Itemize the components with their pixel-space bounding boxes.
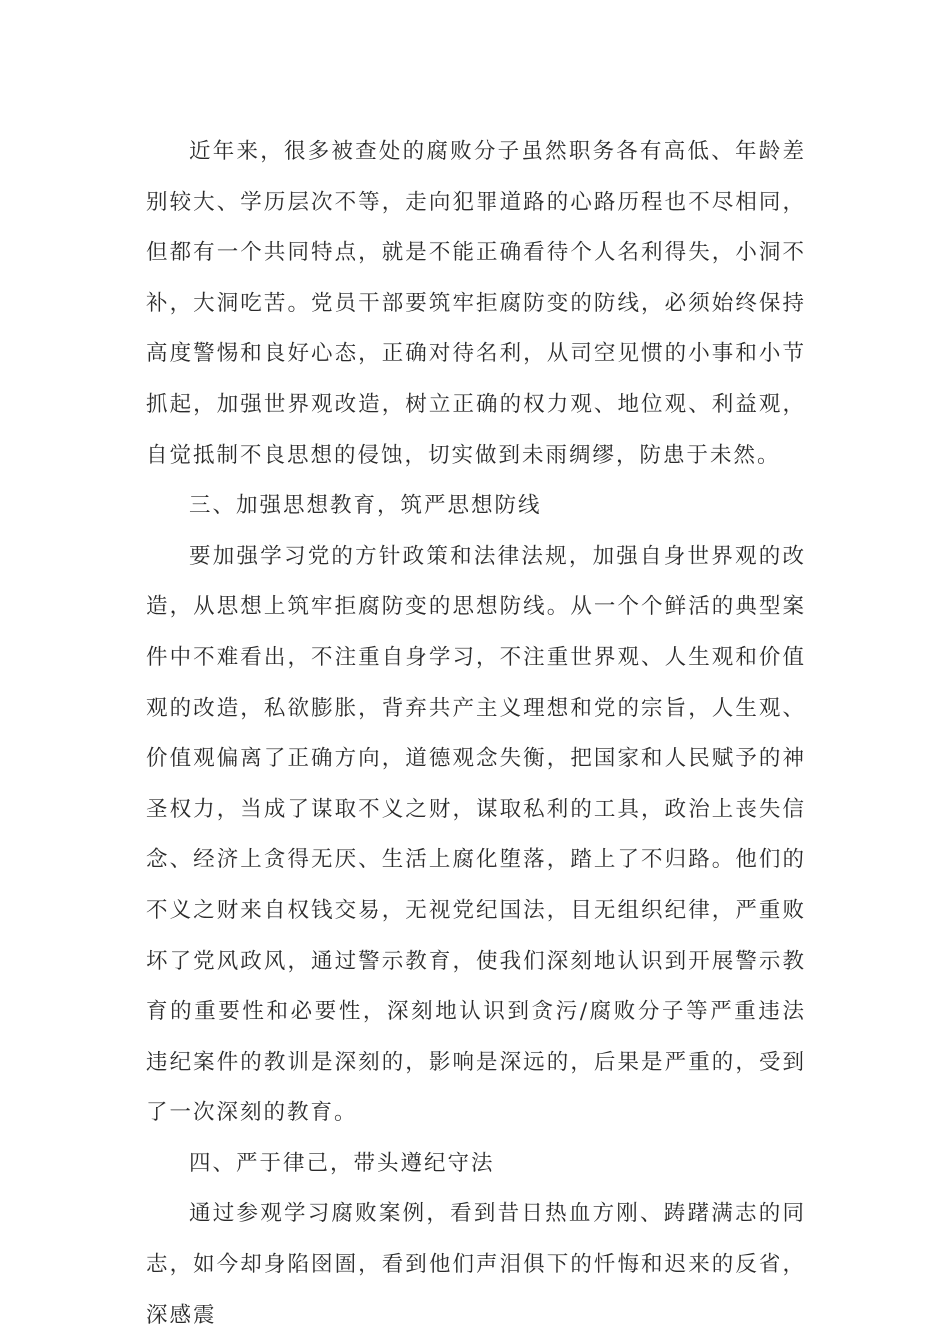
body-paragraph: 要加强学习党的方针政策和法律法规，加强自身世界观的改造，从思想上筑牢拒腐防变的思想防线。从一个个鲜活的典型案件中不难看出，不注重自身学习，不注重世界观、人生观和价值观的改造，私欲膨胀，背弃共产主义理想和党的宗旨，人生观、价值观偏离了正确方向，道德观念失衡，把国家和人民赋予的神圣权力，当成了谋取不义之财，谋取私利的工具，政治上丧失信念、经济上贪得无厌、生活上腐化堕落，踏上了不归路。他们的不义之财来自权钱交易，无视党纪国法，目无组织纪律，严重败坏了党风政风，通过警示教育，使我们深刻地认识到开展警示教育的重要性和必要性，深刻地认识到贪污/腐败分子等严重违法违纪案件的教训是深刻的，影响是深远的，后果是严重的，受到了一次深刻的教育。 [146, 543, 806, 1126]
body-paragraph: 通过参观学习腐败案例，看到昔日热血方刚、踌躇满志的同志，如今却身陷囹圄，看到他们声泪俱下的忏悔和迟来的反省，深感震 [146, 1201, 806, 1328]
section-heading: 四、严于律己，带头遵纪守法 [189, 1150, 495, 1176]
body-paragraph: 近年来，很多被查处的腐败分子虽然职务各有高低、年龄差别较大、学历层次不等，走向犯罪道路的心路历程也不尽相同，但都有一个共同特点，就是不能正确看待个人名利得失，小洞不补，大洞吃苦。党员干部要筑牢拒腐防变的防线，必须始终保持高度警惕和良好心态，正确对待名利，从司空见惯的小事和小节抓起，加强世界观改造，树立正确的权力观、地位观、利益观，自觉抵制不良思想的侵蚀，切实做到未雨绸缪，防患于未然。 [146, 139, 806, 468]
section-heading: 三、加强思想教育，筑严思想防线 [189, 493, 542, 519]
document-page [146, 127, 806, 1341]
